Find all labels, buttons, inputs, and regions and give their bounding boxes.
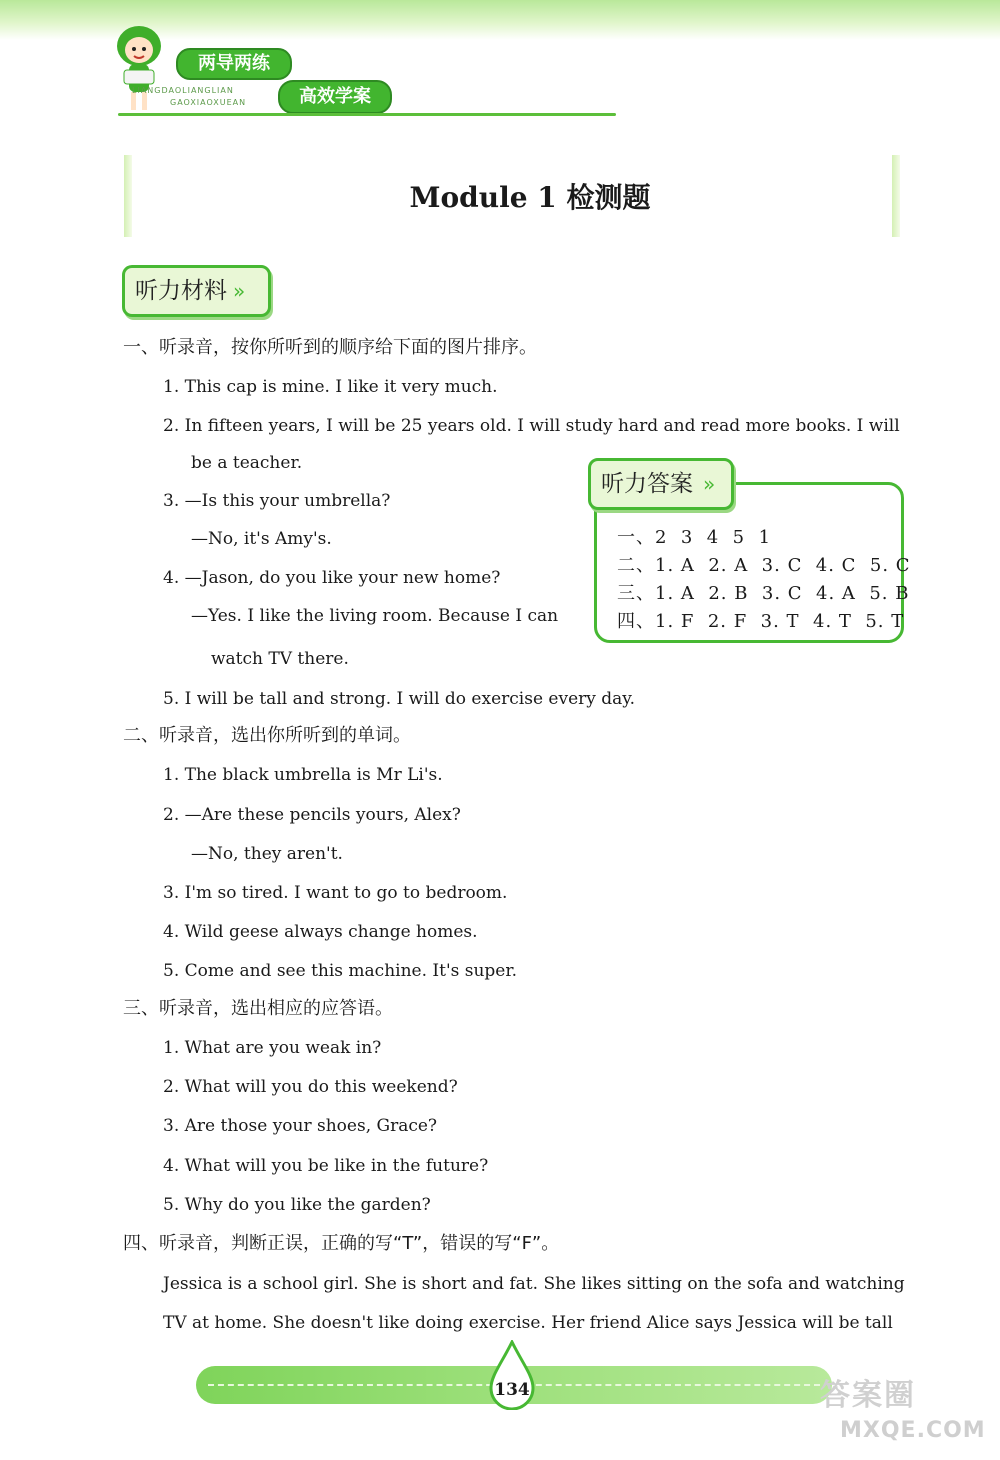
answer-row: 四、1. F 2. F 3. T 4. T 5. T (617, 611, 905, 632)
series-name-badge: 两导两练 (176, 48, 292, 80)
list-item: 1. This cap is mine. I like it very much. (163, 377, 498, 397)
plan-pinyin: GAOXIAOXUEAN (170, 98, 247, 107)
list-item: 2. In fifteen years, I will be 25 years old. I will study hard and read more books. I will (163, 416, 900, 436)
list-item: 5. Why do you like the garden? (163, 1195, 431, 1215)
section-1-heading: 一、听录音，按你所听到的顺序给下面的图片排序。 (123, 337, 537, 358)
plan-name-badge: 高效学案 (278, 80, 392, 114)
list-item: 5. Come and see this machine. It's super. (163, 961, 518, 981)
list-item: 5. I will be tall and strong. I will do exercise every day. (163, 689, 636, 709)
section-2-heading: 二、听录音，选出你所听到的单词。 (123, 725, 411, 746)
list-item-continued: —No, they aren't. (191, 844, 343, 864)
list-item: 2. What will you do this weekend? (163, 1077, 458, 1097)
list-item: 2. —Are these pencils yours, Alex? (163, 805, 461, 825)
paragraph-line: Jessica is a school girl. She is short and fat. She likes sitting on the sofa and watching (163, 1274, 905, 1294)
list-item: 1. What are you weak in? (163, 1038, 382, 1058)
list-item: 4. —Jason, do you like your new home? (163, 568, 501, 588)
list-item: 3. Are those your shoes, Grace? (163, 1116, 438, 1136)
watermark-site: MXQE.COM (840, 1418, 986, 1443)
section-4-heading: 四、听录音，判断正误，正确的写“T”，错误的写“F”。 (123, 1233, 560, 1254)
answers-tag-label: 听力答案 (601, 471, 693, 497)
watermark (810, 1370, 990, 1450)
answer-row: 三、1. A 2. B 3. C 4. A 5. B (617, 583, 910, 604)
mascot-girl-icon (104, 22, 174, 114)
paragraph-line: TV at home. She doesn't like doing exercise. Her friend Alice says Jessica will be tall (163, 1313, 893, 1333)
listening-materials-tag (122, 265, 271, 317)
list-item: 3. —Is this your umbrella? (163, 491, 391, 511)
list-item-continued: —No, it's Amy's. (191, 529, 332, 549)
list-item-continued: —Yes. I like the living room. Because I can (191, 606, 559, 626)
series-pinyin: LIANGDAOLIANGLIAN (132, 86, 234, 95)
listening-answers-tag (588, 458, 734, 510)
list-item: 1. The black umbrella is Mr Li's. (163, 765, 443, 785)
watermark-logo: 答案圈 (820, 1378, 916, 1413)
section-3-heading: 三、听录音，选出相应的应答语。 (123, 998, 393, 1019)
answer-row: 一、2 3 4 5 1 (617, 527, 772, 548)
list-item-continued: be a teacher. (191, 453, 303, 473)
arrow-right-icon: » (233, 279, 246, 303)
materials-tag-label: 听力材料 (135, 278, 227, 304)
page-title: Module 1 检测题 (409, 181, 651, 214)
arrow-right-icon: » (703, 472, 716, 496)
list-item: 4. Wild geese always change homes. (163, 922, 478, 942)
page-number: 134 (494, 1380, 530, 1400)
answer-row: 二、1. A 2. A 3. C 4. C 5. C (617, 555, 911, 576)
header-divider (118, 113, 616, 116)
list-item: 4. What will you be like in the future? (163, 1156, 489, 1176)
list-item: 3. I'm so tired. I want to go to bedroom. (163, 883, 508, 903)
list-item-continued: watch TV there. (211, 649, 349, 669)
